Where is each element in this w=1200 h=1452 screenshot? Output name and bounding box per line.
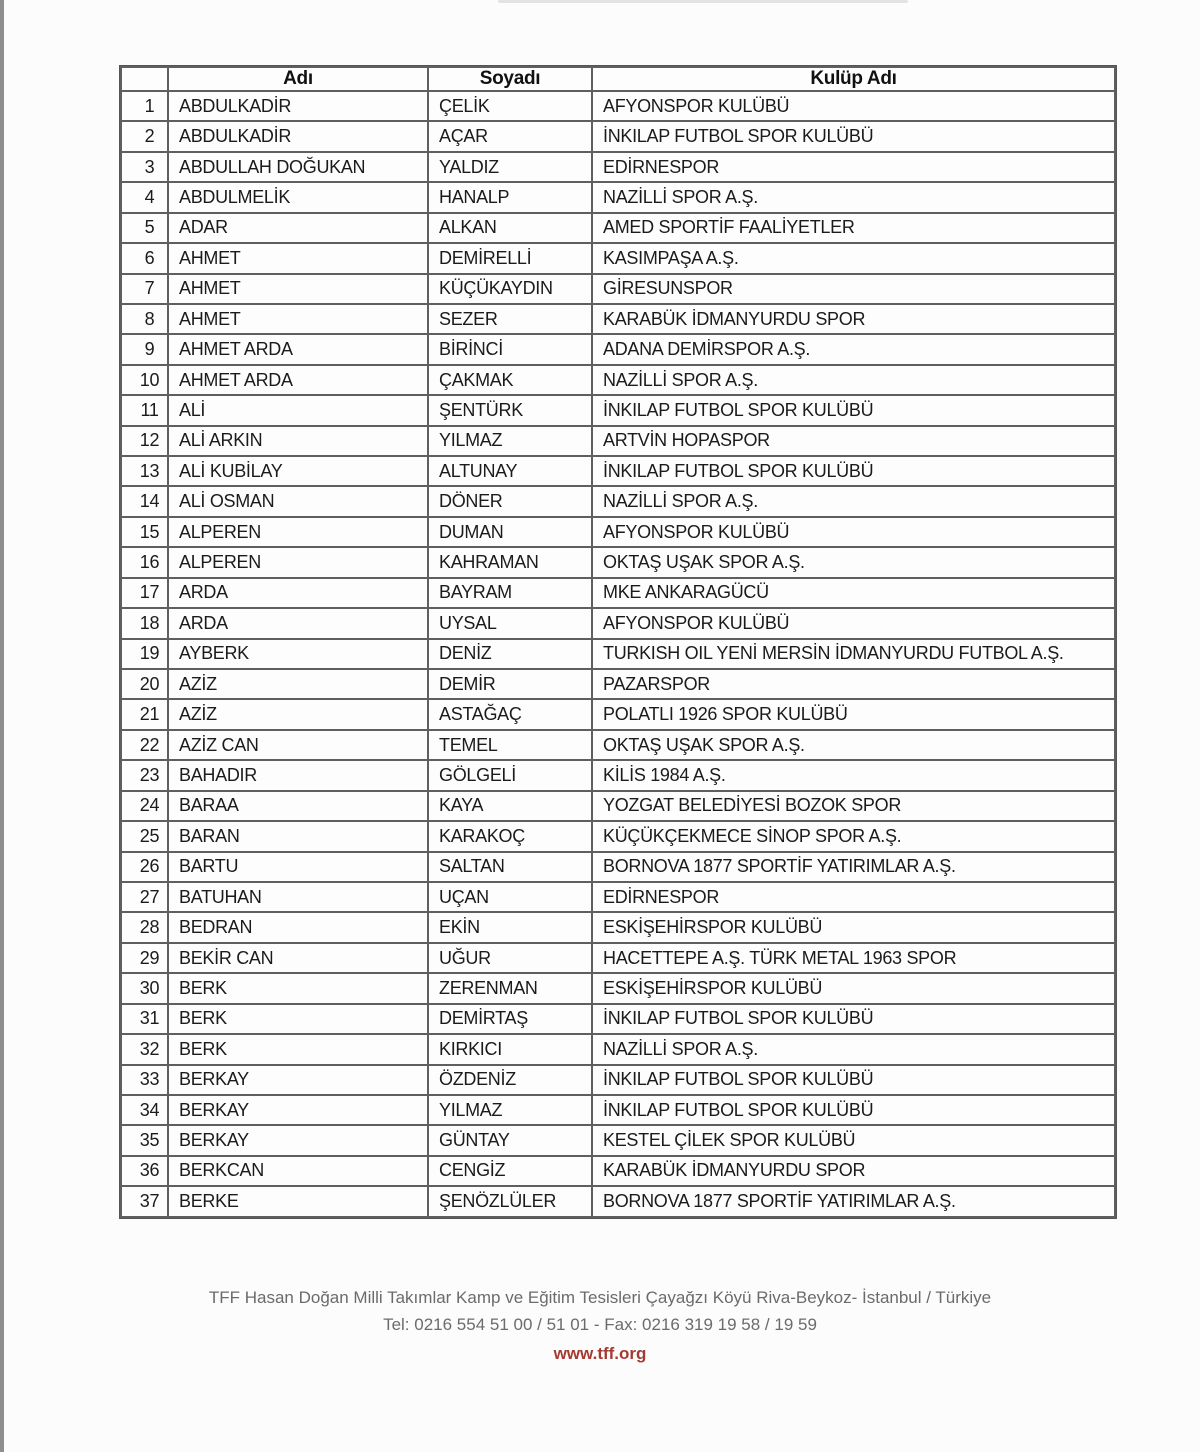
cell-soyadi: DENİZ: [428, 639, 592, 669]
cell-row-number: 10: [121, 365, 168, 395]
table-row: [121, 730, 1115, 760]
table-row: [121, 304, 1115, 334]
player-list-table-wrap: [120, 66, 1116, 1218]
footer-address-line: TFF Hasan Doğan Milli Takımlar Kamp ve Eğitim Tesisleri Çayağzı Köyü Riva-Beykoz- İstanbul / Türkiye: [208, 1288, 992, 1307]
cell-row-number: 35: [121, 1125, 168, 1155]
cell-kulup: KASIMPAŞA A.Ş.: [592, 243, 1115, 273]
cell-adi: AZİZ: [168, 669, 428, 699]
cell-adi: BERKAY: [168, 1125, 428, 1155]
table-row: [121, 1125, 1115, 1155]
table-row: [121, 578, 1115, 608]
cell-kulup: KÜÇÜKÇEKMECE SİNOP SPOR A.Ş.: [592, 821, 1115, 851]
cell-soyadi: ŞENÖZLÜLER: [428, 1186, 592, 1217]
cell-adi: ARDA: [168, 578, 428, 608]
table-row: [121, 912, 1115, 942]
cell-kulup: İNKILAP FUTBOL SPOR KULÜBÜ: [592, 1095, 1115, 1125]
cell-soyadi: SALTAN: [428, 852, 592, 882]
cell-row-number: 22: [121, 730, 168, 760]
cell-row-number: 17: [121, 578, 168, 608]
table-row: [121, 213, 1115, 243]
cell-row-number: 8: [121, 304, 168, 334]
table-row: [121, 91, 1115, 121]
cell-soyadi: HANALP: [428, 182, 592, 212]
cell-adi: ALİ OSMAN: [168, 486, 428, 516]
cell-row-number: 9: [121, 334, 168, 364]
table-row: [121, 699, 1115, 729]
table-row: [121, 456, 1115, 486]
cell-adi: BERKAY: [168, 1065, 428, 1095]
cell-adi: BERK: [168, 1034, 428, 1064]
cell-soyadi: YALDIZ: [428, 152, 592, 182]
cell-row-number: 16: [121, 547, 168, 577]
cell-soyadi: BAYRAM: [428, 578, 592, 608]
cell-row-number: 12: [121, 426, 168, 456]
cell-kulup: MKE ANKARAGÜCÜ: [592, 578, 1115, 608]
cell-row-number: 34: [121, 1095, 168, 1125]
cell-soyadi: KAYA: [428, 791, 592, 821]
cell-soyadi: ÇAKMAK: [428, 365, 592, 395]
cell-adi: BARTU: [168, 852, 428, 882]
table-row: [121, 943, 1115, 973]
cell-soyadi: AÇAR: [428, 121, 592, 151]
table-row: [121, 243, 1115, 273]
cell-soyadi: BİRİNCİ: [428, 334, 592, 364]
cell-soyadi: ASTAĞAÇ: [428, 699, 592, 729]
cell-adi: BAHADIR: [168, 760, 428, 790]
cell-adi: BERK: [168, 1004, 428, 1034]
cell-kulup: İNKILAP FUTBOL SPOR KULÜBÜ: [592, 395, 1115, 425]
cell-row-number: 24: [121, 791, 168, 821]
table-body: [121, 91, 1115, 1217]
cell-row-number: 37: [121, 1186, 168, 1217]
table-row: [121, 182, 1115, 212]
cell-soyadi: DÖNER: [428, 486, 592, 516]
cell-kulup: NAZİLLİ SPOR A.Ş.: [592, 1034, 1115, 1064]
cell-adi: ALİ: [168, 395, 428, 425]
cell-kulup: BORNOVA 1877 SPORTİF YATIRIMLAR A.Ş.: [592, 852, 1115, 882]
table-row: [121, 365, 1115, 395]
cell-kulup: NAZİLLİ SPOR A.Ş.: [592, 182, 1115, 212]
table-row: [121, 486, 1115, 516]
cell-soyadi: UÇAN: [428, 882, 592, 912]
cell-kulup: İNKILAP FUTBOL SPOR KULÜBÜ: [592, 456, 1115, 486]
footer-phone-line: Tel: 0216 554 51 00 / 51 01 - Fax: 0216 319 19 58 / 19 59: [383, 1315, 817, 1334]
cell-kulup: OKTAŞ UŞAK SPOR A.Ş.: [592, 730, 1115, 760]
cell-kulup: KESTEL ÇİLEK SPOR KULÜBÜ: [592, 1125, 1115, 1155]
table-row: [121, 791, 1115, 821]
cell-row-number: 15: [121, 517, 168, 547]
cell-adi: ALPEREN: [168, 547, 428, 577]
cell-adi: ALPEREN: [168, 517, 428, 547]
cell-row-number: 26: [121, 852, 168, 882]
cell-soyadi: DEMİRTAŞ: [428, 1004, 592, 1034]
cell-adi: AZİZ: [168, 699, 428, 729]
scan-artifact-line: [498, 0, 908, 3]
table-header-row: [121, 67, 1115, 91]
cell-kulup: NAZİLLİ SPOR A.Ş.: [592, 486, 1115, 516]
cell-soyadi: ZERENMAN: [428, 973, 592, 1003]
cell-soyadi: KIRKICI: [428, 1034, 592, 1064]
cell-soyadi: YILMAZ: [428, 1095, 592, 1125]
cell-soyadi: KÜÇÜKAYDIN: [428, 274, 592, 304]
cell-adi: ALİ ARKIN: [168, 426, 428, 456]
cell-kulup: OKTAŞ UŞAK SPOR A.Ş.: [592, 547, 1115, 577]
table-row: [121, 973, 1115, 1003]
cell-row-number: 20: [121, 669, 168, 699]
table-row: [121, 1186, 1115, 1217]
cell-adi: AHMET ARDA: [168, 365, 428, 395]
cell-adi: BERKAY: [168, 1095, 428, 1125]
table-row: [121, 760, 1115, 790]
cell-kulup: İNKILAP FUTBOL SPOR KULÜBÜ: [592, 121, 1115, 151]
cell-kulup: KARABÜK İDMANYURDU SPOR: [592, 304, 1115, 334]
table-row: [121, 1034, 1115, 1064]
cell-row-number: 30: [121, 973, 168, 1003]
cell-soyadi: GÖLGELİ: [428, 760, 592, 790]
cell-kulup: AFYONSPOR KULÜBÜ: [592, 517, 1115, 547]
cell-kulup: ADANA DEMİRSPOR A.Ş.: [592, 334, 1115, 364]
header-cell-adi: Adı: [168, 67, 428, 91]
table-row: [121, 152, 1115, 182]
header-cell-kulup: Kulüp Adı: [592, 67, 1115, 91]
table-row: [121, 426, 1115, 456]
cell-adi: BERKE: [168, 1186, 428, 1217]
table-row: [121, 1095, 1115, 1125]
cell-soyadi: KARAKOÇ: [428, 821, 592, 851]
cell-soyadi: CENGİZ: [428, 1156, 592, 1186]
table-row: [121, 274, 1115, 304]
cell-kulup: PAZARSPOR: [592, 669, 1115, 699]
cell-kulup: EDİRNESPOR: [592, 882, 1115, 912]
table-row: [121, 639, 1115, 669]
table-row: [121, 1156, 1115, 1186]
table-row: [121, 1004, 1115, 1034]
cell-adi: AHMET: [168, 304, 428, 334]
cell-adi: ADAR: [168, 213, 428, 243]
cell-adi: ALİ KUBİLAY: [168, 456, 428, 486]
cell-kulup: ESKİŞEHİRSPOR KULÜBÜ: [592, 912, 1115, 942]
scan-edge-strip: [0, 0, 4, 1452]
cell-soyadi: ALKAN: [428, 213, 592, 243]
cell-adi: AHMET: [168, 243, 428, 273]
cell-soyadi: DEMİR: [428, 669, 592, 699]
cell-soyadi: ÇELİK: [428, 91, 592, 121]
table-row: [121, 669, 1115, 699]
tff-website-link[interactable]: www.tff.org: [553, 1344, 647, 1363]
cell-row-number: 3: [121, 152, 168, 182]
cell-adi: ABDULKADİR: [168, 121, 428, 151]
cell-row-number: 1: [121, 91, 168, 121]
cell-adi: BEDRAN: [168, 912, 428, 942]
cell-kulup: AMED SPORTİF FAALİYETLER: [592, 213, 1115, 243]
table-row: [121, 547, 1115, 577]
cell-row-number: 2: [121, 121, 168, 151]
cell-adi: BERK: [168, 973, 428, 1003]
cell-row-number: 13: [121, 456, 168, 486]
cell-soyadi: GÜNTAY: [428, 1125, 592, 1155]
cell-kulup: AFYONSPOR KULÜBÜ: [592, 91, 1115, 121]
cell-row-number: 18: [121, 608, 168, 638]
cell-row-number: 28: [121, 912, 168, 942]
cell-adi: BARAN: [168, 821, 428, 851]
page-footer: [0, 1284, 1200, 1367]
cell-row-number: 23: [121, 760, 168, 790]
cell-kulup: ARTVİN HOPASPOR: [592, 426, 1115, 456]
table-row: [121, 608, 1115, 638]
table-row: [121, 1065, 1115, 1095]
table-row: [121, 334, 1115, 364]
cell-soyadi: KAHRAMAN: [428, 547, 592, 577]
cell-soyadi: UĞUR: [428, 943, 592, 973]
cell-kulup: KARABÜK İDMANYURDU SPOR: [592, 1156, 1115, 1186]
cell-row-number: 6: [121, 243, 168, 273]
cell-kulup: AFYONSPOR KULÜBÜ: [592, 608, 1115, 638]
cell-adi: AYBERK: [168, 639, 428, 669]
cell-row-number: 19: [121, 639, 168, 669]
cell-kulup: HACETTEPE A.Ş. TÜRK METAL 1963 SPOR: [592, 943, 1115, 973]
cell-row-number: 7: [121, 274, 168, 304]
cell-row-number: 25: [121, 821, 168, 851]
cell-row-number: 33: [121, 1065, 168, 1095]
cell-kulup: TURKISH OIL YENİ MERSİN İDMANYURDU FUTBOL A.Ş.: [592, 639, 1115, 669]
cell-adi: ABDULKADİR: [168, 91, 428, 121]
cell-kulup: BORNOVA 1877 SPORTİF YATIRIMLAR A.Ş.: [592, 1186, 1115, 1217]
cell-adi: BERKCAN: [168, 1156, 428, 1186]
cell-row-number: 4: [121, 182, 168, 212]
cell-row-number: 14: [121, 486, 168, 516]
cell-soyadi: ALTUNAY: [428, 456, 592, 486]
cell-row-number: 32: [121, 1034, 168, 1064]
cell-kulup: YOZGAT BELEDİYESİ BOZOK SPOR: [592, 791, 1115, 821]
cell-row-number: 36: [121, 1156, 168, 1186]
table-row: [121, 395, 1115, 425]
cell-soyadi: ÖZDENİZ: [428, 1065, 592, 1095]
table-row: [121, 852, 1115, 882]
cell-soyadi: TEMEL: [428, 730, 592, 760]
cell-adi: AHMET: [168, 274, 428, 304]
cell-kulup: ESKİŞEHİRSPOR KULÜBÜ: [592, 973, 1115, 1003]
cell-row-number: 5: [121, 213, 168, 243]
cell-soyadi: SEZER: [428, 304, 592, 334]
cell-soyadi: UYSAL: [428, 608, 592, 638]
cell-adi: BEKİR CAN: [168, 943, 428, 973]
cell-row-number: 27: [121, 882, 168, 912]
cell-kulup: POLATLI 1926 SPOR KULÜBÜ: [592, 699, 1115, 729]
table-row: [121, 821, 1115, 851]
cell-soyadi: DUMAN: [428, 517, 592, 547]
cell-adi: BATUHAN: [168, 882, 428, 912]
cell-adi: BARAA: [168, 791, 428, 821]
cell-soyadi: EKİN: [428, 912, 592, 942]
header-cell-number: [121, 67, 168, 91]
cell-soyadi: YILMAZ: [428, 426, 592, 456]
cell-kulup: İNKILAP FUTBOL SPOR KULÜBÜ: [592, 1004, 1115, 1034]
cell-row-number: 29: [121, 943, 168, 973]
cell-row-number: 11: [121, 395, 168, 425]
table-row: [121, 121, 1115, 151]
cell-kulup: İNKILAP FUTBOL SPOR KULÜBÜ: [592, 1065, 1115, 1095]
cell-row-number: 31: [121, 1004, 168, 1034]
table-row: [121, 882, 1115, 912]
cell-kulup: KİLİS 1984 A.Ş.: [592, 760, 1115, 790]
cell-adi: AHMET ARDA: [168, 334, 428, 364]
cell-kulup: GİRESUNSPOR: [592, 274, 1115, 304]
cell-kulup: EDİRNESPOR: [592, 152, 1115, 182]
cell-row-number: 21: [121, 699, 168, 729]
header-cell-soyadi: Soyadı: [428, 67, 592, 91]
player-table: [120, 66, 1116, 1218]
cell-adi: ABDULLAH DOĞUKAN: [168, 152, 428, 182]
cell-adi: ARDA: [168, 608, 428, 638]
cell-adi: ABDULMELİK: [168, 182, 428, 212]
cell-soyadi: ŞENTÜRK: [428, 395, 592, 425]
cell-soyadi: DEMİRELLİ: [428, 243, 592, 273]
table-row: [121, 517, 1115, 547]
cell-adi: AZİZ CAN: [168, 730, 428, 760]
cell-kulup: NAZİLLİ SPOR A.Ş.: [592, 365, 1115, 395]
